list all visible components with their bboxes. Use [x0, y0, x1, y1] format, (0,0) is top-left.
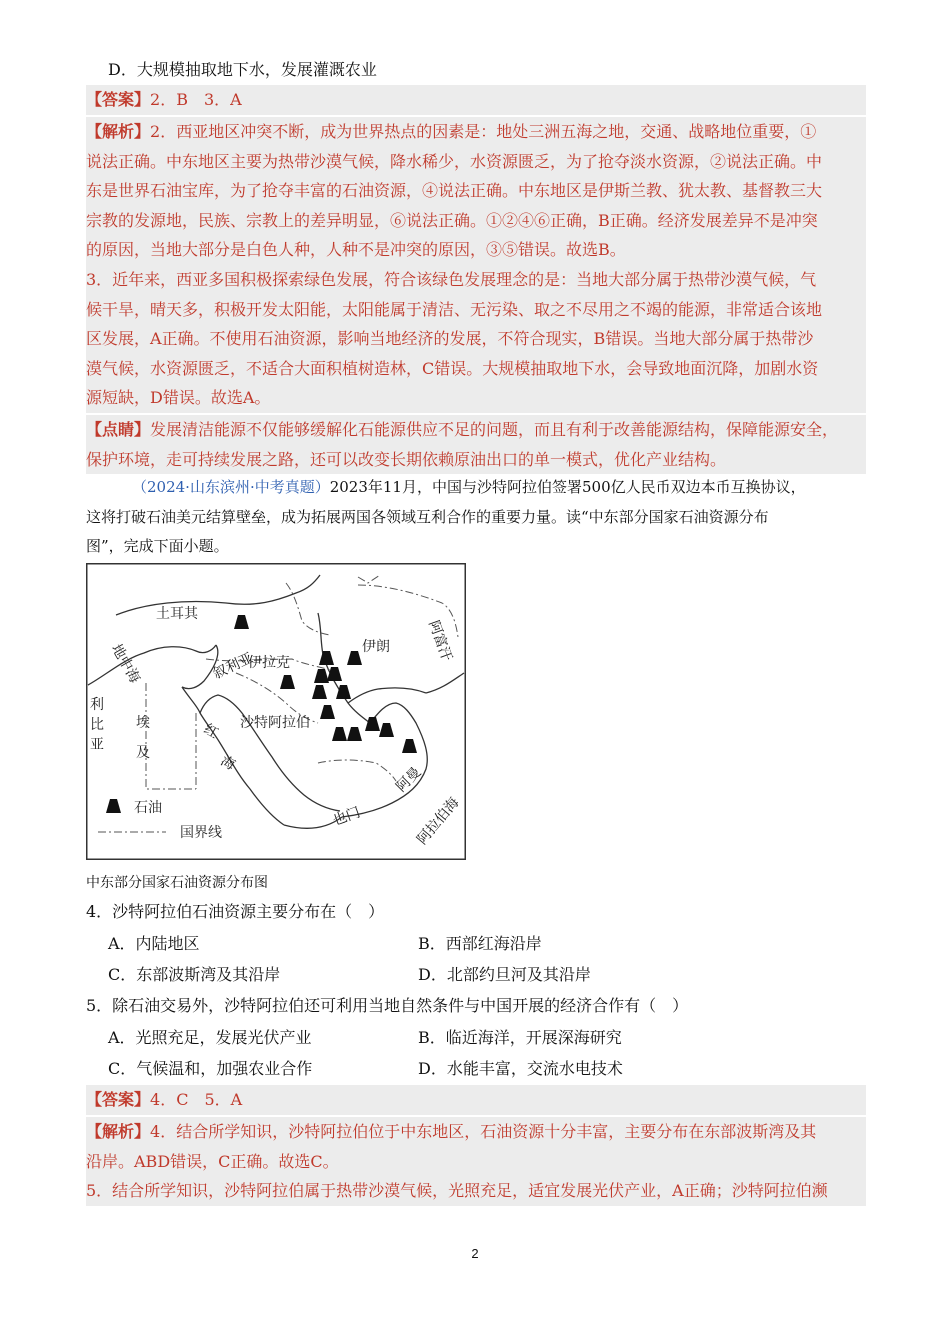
stem-line: 图”，完成下面小题。: [86, 537, 229, 556]
map-caption: 中东部分国家石油资源分布图: [86, 875, 268, 891]
analysis-line: 5．结合所学知识，沙特阿拉伯属于热带沙漠气候，光照充足，适宜发展光伏产业，A正确；沙特阿拉伯濒: [86, 1181, 828, 1201]
analysis-line: 漠气候，水资源匮乏，不适合大面积植树造林，C错误。大规模抽取地下水，会导致地面沉降，加剧水资: [86, 358, 819, 378]
analysis-block-1: [86, 117, 866, 413]
page-number: 2: [471, 1246, 479, 1261]
q4-option-a: A．内陆地区: [108, 934, 200, 953]
answer-tag: 【答案】: [86, 1090, 151, 1109]
q5-option-b: B．临近海洋，开展深海研究: [418, 1028, 622, 1047]
map-label-saudi: 沙特阿拉伯: [240, 714, 310, 730]
q5-option-c: C．气候温和，加强农业合作: [108, 1059, 313, 1078]
answer-block-1: [86, 85, 866, 115]
analysis-line: 宗教的发源地，民族、宗教上的差异明显，⑥说法正确。①②④⑥正确，B正确。经济发展差异不是冲突: [86, 210, 818, 230]
analysis-line: 3．近年来，西亚多国积极探索绿色发展，符合该绿色发展理念的是：当地大部分属于热带沙漠气候，气: [86, 269, 817, 289]
map-label-red-2: 海: [218, 751, 239, 773]
answer-text: 4．C 5．A: [150, 1090, 243, 1109]
map-label-oman: 阿曼: [392, 763, 424, 795]
answer-block-2: [86, 1085, 866, 1115]
map-label-egypt-2: 及: [136, 744, 150, 760]
comment-line: 发展清洁能源不仅能够缓解化石能源供应不足的问题，而且有利于改善能源结构，保障能源安全，: [150, 420, 839, 439]
map-label-turkey: 土耳其: [156, 605, 198, 621]
analysis-line: 区发展，A正确。不使用石油资源，影响当地经济的发展，不符合现实，B错误。当地大部分属于热带沙: [86, 329, 814, 349]
map-label-iran: 伊朗: [362, 638, 390, 654]
answer-text: 2．B 3．A: [150, 90, 242, 109]
legend-border-label: 国界线: [180, 824, 222, 840]
legend-oil-label: 石油: [134, 799, 162, 815]
q4-option-b: B．西部红海沿岸: [418, 934, 542, 953]
map-label-afghan: 阿富汗: [426, 618, 456, 663]
analysis-line: 4．结合所学知识，沙特阿拉伯位于中东地区，石油资源十分丰富，主要分布在东部波斯湾及其: [150, 1122, 817, 1141]
map-label-syria: 叙利亚: [210, 649, 256, 682]
q4-option-c: C．东部波斯湾及其沿岸: [108, 965, 281, 984]
map-label-libya-3: 亚: [90, 736, 104, 752]
q5-stem: 5．除石油交易外，沙特阿拉伯还可利用当地自然条件与中国开展的经济合作有（ ）: [86, 996, 689, 1015]
map-label-libya-2: 比: [90, 716, 104, 732]
map-label-egypt-1: 埃: [136, 714, 150, 730]
question-stem: [86, 473, 866, 562]
analysis-line: 说法正确。中东地区主要为热带沙漠气候，降水稀少，水资源匮乏，为了抢夺淡水资源，②说法正确。中: [86, 151, 823, 171]
analysis-line: 源短缺，D错误。故选A。: [86, 388, 271, 408]
q5-option-a: A．光照充足，发展光伏产业: [108, 1028, 312, 1047]
q5-option-d: D．水能丰富，交流水电技术: [418, 1059, 623, 1078]
comment-tag: 【点睛】: [86, 420, 151, 439]
comment-line: 保护环境，走可持续发展之路，还可以改变长期依赖原油出口的单一模式，优化产业结构。: [86, 449, 727, 469]
comment-block: [86, 415, 866, 474]
question-source: （2024·山东滨州·中考真题）: [132, 478, 330, 496]
map-label-arab-sea: 阿拉伯海: [413, 794, 462, 848]
stem-line: 2023年11月，中国与沙特阿拉伯签署500亿人民币双边本币互换协议，: [329, 478, 806, 496]
q4-option-d: D．北部约旦河及其沿岸: [418, 965, 591, 984]
prev-option-d: D．大规模抽取地下水，发展灌溉农业: [108, 60, 377, 79]
analysis-block-2: [86, 1117, 866, 1206]
analysis-line: 候干旱，晴天多，积极开发太阳能，太阳能属于清洁、无污染、取之不尽用之不竭的能源，非常适合该地: [86, 299, 823, 319]
map-label-med: 地中海: [108, 641, 144, 686]
map-label-iraq: 伊拉克: [248, 654, 290, 670]
analysis-line: 东是世界石油宝库，为了抢夺丰富的石油资源，④说法正确。中东地区是伊斯兰教、犹太教、基督教三大: [86, 181, 823, 201]
answer-tag: 【答案】: [86, 90, 151, 109]
map-label-libya-1: 利: [90, 696, 104, 712]
analysis-tag: 【解析】: [86, 122, 151, 141]
analysis-tag: 【解析】: [86, 1122, 151, 1141]
analysis-line: 沿岸。ABD错误，C正确。故选C。: [86, 1151, 339, 1171]
map-label-yemen: 也门: [330, 803, 363, 829]
q4-stem: 4．沙特阿拉伯石油资源主要分布在（ ）: [86, 902, 385, 921]
stem-line: 这将打破石油美元结算壁垒，成为拓展两国各领域互利合作的重要力量。读“中东部分国家石油资源分布: [86, 507, 769, 526]
analysis-line: 2．西亚地区冲突不断，成为世界热点的因素是：地处三洲五海之地，交通、战略地位重要，①: [150, 122, 817, 141]
map-label-red-1: 红: [201, 720, 222, 742]
analysis-line: 的原因，当地大部分是白色人种，人种不是冲突的原因，③⑤错误。故选B。: [86, 240, 626, 260]
middle-east-oil-map: [86, 563, 466, 860]
